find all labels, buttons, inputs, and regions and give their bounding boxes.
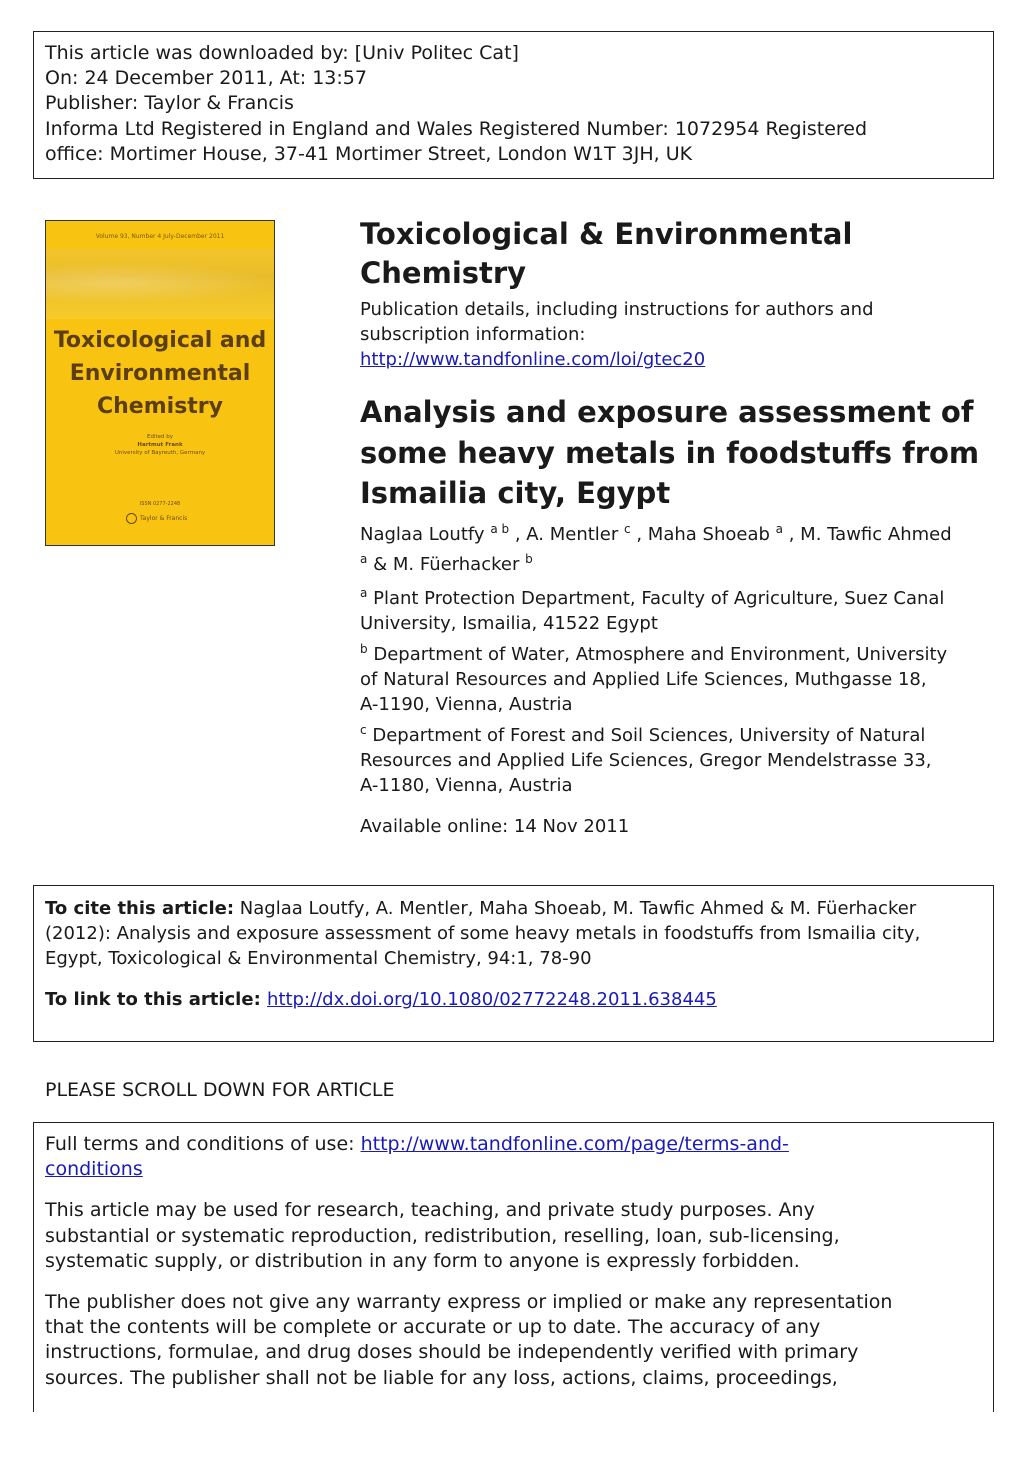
terms-link[interactable]: http://www.tandfonline.com/page/terms-and-: [360, 1133, 789, 1155]
doi-link[interactable]: http://dx.doi.org/10.1080/02772248.2011.638445: [267, 989, 717, 1010]
download-info-box: [33, 31, 994, 179]
article-header: [360, 215, 990, 839]
terms-link-continued[interactable]: conditions: [45, 1158, 143, 1181]
publisher-logo-icon: [126, 513, 137, 524]
cover-highlight: [46, 263, 274, 303]
affiliation-c: $^c$ Department of Forest and Soil Sciences, University of Natural Resources and Applied Life Sciences, Gregor Mendelstrasse 33, A-1180, Vienna, Austria: [360, 722, 932, 796]
download-line: This article was downloaded by: [Univ Politec Cat]: [45, 42, 519, 64]
cite-label: To cite this article:: [45, 898, 235, 919]
office-line: office: Mortimer House, 37-41 Mortimer Street, London W1T 3JH, UK: [45, 142, 693, 165]
terms-box: [33, 1122, 994, 1412]
journal-cover-image: [45, 220, 275, 546]
affiliation-a: $^a$ Plant Protection Department, Faculty of Agriculture, Suez Canal University, Ismailia, 41522 Egypt: [360, 585, 945, 634]
citation-box: [33, 885, 994, 1042]
terms-warranty-paragraph: The publisher does not give any warranty express or implied or make any representation that the contents will be complete or accurate or up to date. The accuracy of any instructions, formulae, and drug doses should be independently verified with primary sources. The publisher shall not be liable for any loss, actions, claims, proceedings,: [45, 1291, 893, 1389]
cover-volume-line: Volume 93, Number 4 July-December 2011: [95, 233, 225, 240]
available-online-date: Available online: 14 Nov 2011: [360, 815, 630, 837]
publisher-logo: Taylor & Francis: [126, 513, 187, 524]
journal-title: Toxicological & Environmental Chemistry: [360, 217, 853, 290]
citation-text: To cite this article: Naglaa Loutfy, A. Mentler, Maha Shoeab, M. Tawfic Ahmed & M. Füerhacker (2012): Analysis and exposure assessment of some heavy metals in foodstuffs from Ismailia city, Egypt, Toxicological & Environmental Chemistry, 94:1, 78-90: [45, 898, 921, 969]
scroll-down-notice: PLEASE SCROLL DOWN FOR ARTICLE: [45, 1079, 395, 1101]
link-label: To link to this article:: [45, 989, 268, 1010]
author-list: Naglaa Loutfy $^{a b}$ , A. Mentler $^c$ , Maha Shoeab $^a$ , M. Tawfic Ahmed $^a$ & M. Füerhacker $^b$: [360, 521, 952, 575]
article-title: Analysis and exposure assessment of some heavy metals in foodstuffs from Ismailia city, Egypt: [360, 395, 980, 510]
cover-title: Toxicological and Environmental Chemistry: [53, 328, 267, 419]
publication-details: Publication details, including instructions for authors and subscription information: http://www.tandfonline.com/loi/gtec20: [360, 299, 874, 370]
registration-line: Informa Ltd Registered in England and Wales Registered Number: 1072954 Registered: [45, 117, 868, 140]
article-link-line: [45, 987, 982, 1012]
terms-intro: Full terms and conditions of use: http://www.tandfonline.com/page/terms-and- conditions: [45, 1133, 789, 1181]
journal-url-link[interactable]: http://www.tandfonline.com/loi/gtec20: [360, 349, 706, 370]
terms-usage-paragraph: This article may be used for research, teaching, and private study purposes. Any substantial or systematic reproduction, redistribution, reselling, loan, sub-licensing, systematic supply, or distribution in any form to anyone is expressly forbidden.: [45, 1199, 840, 1272]
publisher-line: Publisher: Taylor & Francis: [45, 92, 294, 115]
cover-issn: ISSN 0277-2248: [139, 501, 181, 507]
download-date-line: On: 24 December 2011, At: 13:57: [45, 67, 367, 90]
cover-editor: Edited by Hartmut Frank University of Bayreuth, Germany: [114, 434, 206, 456]
affiliation-b: $^b$ Department of Water, Atmosphere and Environment, University of Natural Resources and Applied Life Sciences, Muthgasse 18, A-1190, Vienna, Austria: [360, 641, 948, 715]
